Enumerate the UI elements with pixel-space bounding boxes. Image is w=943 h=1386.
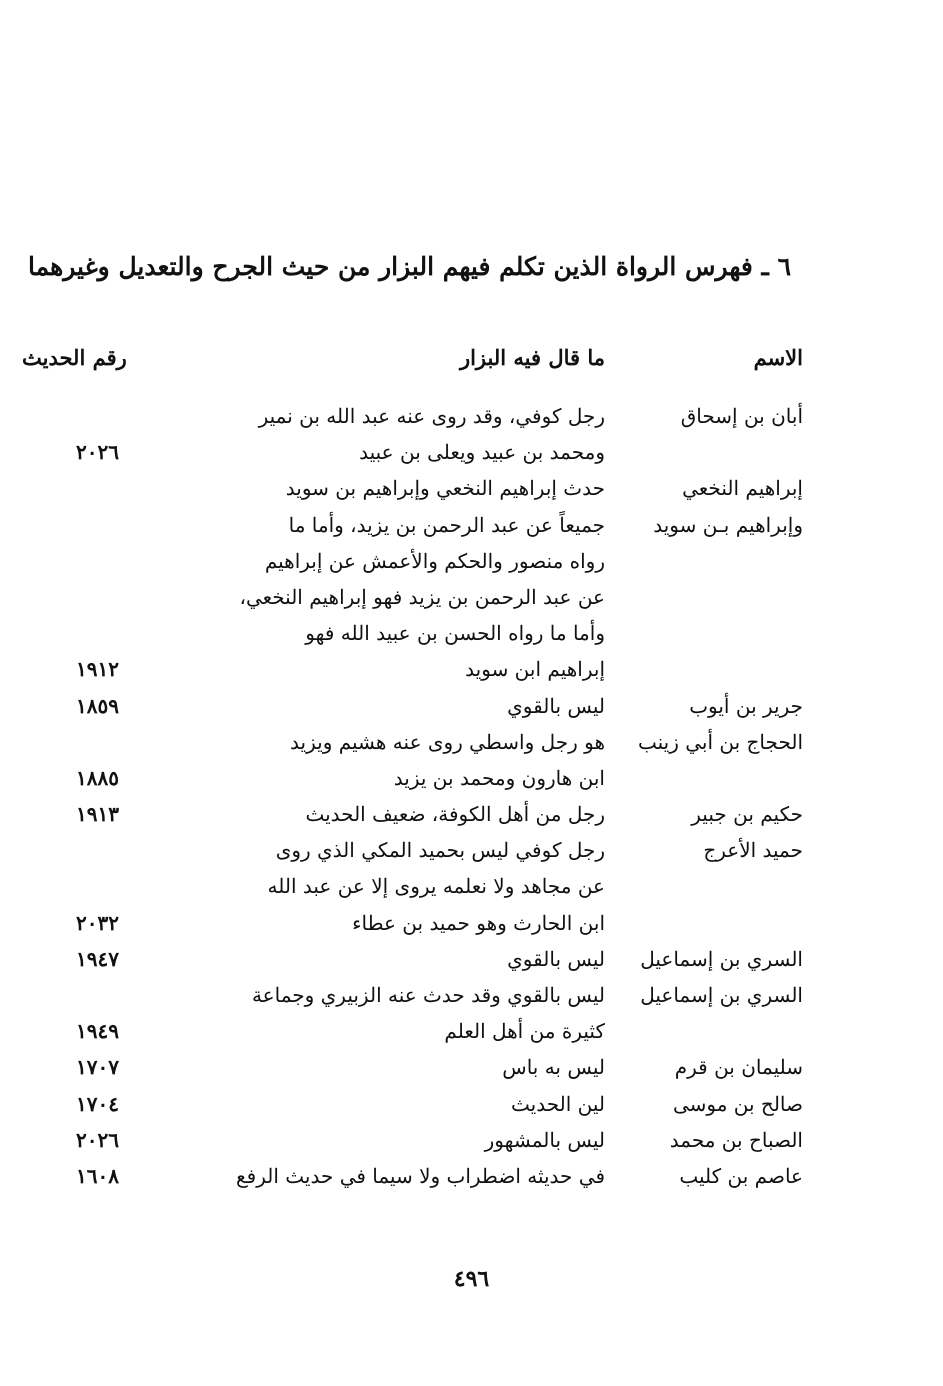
hadith-number: ٢٠٢٦: [76, 440, 119, 465]
hadith-number: ١٦٠٨: [76, 1163, 119, 1188]
column-header-said: ما قال فيه البزار: [459, 345, 605, 370]
hadith-number: ٢٠٢٦: [76, 1127, 119, 1152]
table-row: [0, 977, 943, 1013]
narrator-name: وإبراهيم بـن سويد: [653, 512, 803, 537]
bazzar-statement: ليس بالقوي: [507, 946, 605, 971]
hadith-number: ١٧٠٧: [76, 1055, 119, 1080]
table-row: [0, 724, 943, 760]
bazzar-statement: ليس بالقوي وقد حدث عنه الزبيري وجماعة: [251, 983, 605, 1007]
narrator-name: الحجاج بن أبي زينب: [637, 729, 803, 754]
table-row: [0, 470, 943, 506]
table-row: [0, 1049, 943, 1085]
hadith-number: ٢٠٣٢: [76, 910, 119, 935]
bazzar-statement: ابن هارون ومحمد بن يزيد: [393, 765, 605, 790]
hadith-number: ١٩١٢: [76, 657, 119, 682]
bazzar-statement: عن عبد الرحمن بن يزيد فهو إبراهيم النخعي،: [239, 584, 605, 609]
table-row: [0, 832, 943, 868]
hadith-number: ١٧٠٤: [76, 1091, 119, 1116]
bazzar-statement: رجل من أهل الكوفة، ضعيف الحديث: [305, 802, 605, 827]
bazzar-statement: ليس بالمشهور: [484, 1127, 605, 1152]
narrator-name: أبان بن إسحاق: [680, 404, 803, 428]
table-row: [0, 579, 943, 615]
narrator-name: إبراهيم النخعي: [682, 476, 803, 501]
table-row: [0, 688, 943, 724]
hadith-number: ١٩٤٩: [76, 1019, 119, 1044]
narrator-name: سليمان بن قرم: [674, 1055, 803, 1080]
table-row: [0, 1086, 943, 1122]
narrator-name: السري بن إسماعيل: [640, 946, 803, 971]
hadith-number: ١٨٥٩: [76, 693, 119, 718]
bazzar-statement: ومحمد بن عبيد ويعلى بن عبيد: [359, 440, 605, 465]
column-header-name: الاسم: [753, 345, 803, 370]
table-row: [0, 1122, 943, 1158]
narrator-name: حكيم بن جبير: [691, 802, 803, 827]
bazzar-statement: ليس بالقوي: [507, 693, 605, 718]
table-row: [0, 398, 943, 434]
column-header-number: رقم الحديث: [22, 345, 127, 370]
narrators-table: [0, 398, 943, 1194]
narrator-name: جرير بن أيوب: [689, 693, 803, 718]
narrator-name: الصباح بن محمد: [669, 1127, 803, 1152]
table-row: [0, 796, 943, 832]
bazzar-statement: ابن الحارث وهو حميد بن عطاء: [352, 910, 605, 935]
narrator-name: السري بن إسماعيل: [640, 983, 803, 1007]
page-title: ٦ ـ فهرس الرواة الذين تكلم فيهم البزار من حيث الجرح والتعديل وغيرهما: [28, 252, 791, 281]
bazzar-statement: هو رجل واسطي روى عنه هشيم ويزيد: [290, 729, 605, 754]
bazzar-statement: رجل كوفي، وقد روى عنه عبد الله بن نمير: [258, 404, 605, 428]
page-number: ٤٩٦: [453, 1266, 490, 1292]
narrator-name: عاصم بن كليب: [679, 1163, 803, 1188]
hadith-number: ١٩٤٧: [76, 946, 119, 971]
table-row: [0, 651, 943, 687]
bazzar-statement: لين الحديث: [511, 1091, 605, 1116]
bazzar-statement: عن مجاهد ولا نعلمه يروى إلا عن عبد الله: [267, 874, 605, 899]
table-row: [0, 1013, 943, 1049]
table-row: [0, 905, 943, 941]
hadith-number: ١٨٨٥: [76, 765, 119, 790]
table-row: [0, 760, 943, 796]
bazzar-statement: إبراهيم ابن سويد: [465, 657, 605, 682]
hadith-number: ١٩١٣: [76, 802, 119, 827]
narrator-name: حميد الأعرج: [703, 838, 803, 863]
bazzar-statement: في حديثه اضطراب ولا سيما في حديث الرفع: [236, 1163, 605, 1188]
bazzar-statement: جميعاً عن عبد الرحمن بن يزيد، وأما ما: [288, 512, 605, 537]
table-row: [0, 868, 943, 904]
table-row: [0, 543, 943, 579]
narrator-name: صالح بن موسى: [672, 1091, 803, 1116]
table-row: [0, 507, 943, 543]
bazzar-statement: وأما ما رواه الحسن بن عبيد الله فهو: [305, 621, 605, 646]
table-row: [0, 434, 943, 470]
bazzar-statement: رواه منصور والحكم والأعمش عن إبراهيم: [264, 548, 605, 573]
table-row: [0, 615, 943, 651]
bazzar-statement: كثيرة من أهل العلم: [444, 1019, 605, 1044]
bazzar-statement: حدث إبراهيم النخعي وإبراهيم بن سويد: [285, 476, 605, 501]
bazzar-statement: ليس به باس: [502, 1055, 605, 1080]
bazzar-statement: رجل كوفي ليس بحميد المكي الذي روى: [275, 838, 605, 863]
table-row: [0, 941, 943, 977]
table-row: [0, 1158, 943, 1194]
